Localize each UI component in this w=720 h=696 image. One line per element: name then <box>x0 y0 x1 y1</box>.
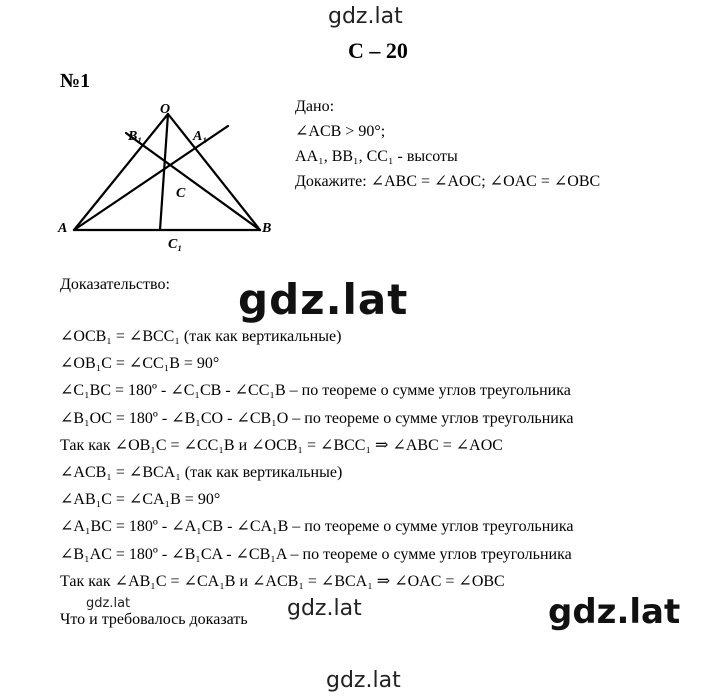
proof-line: ∠B₁AC = 180º - ∠B₁CA - ∠CB₁A – по теореме о сумме углов треугольника <box>60 545 572 563</box>
given-line: Дано: <box>295 98 335 115</box>
proof-block <box>60 323 573 595</box>
watermark-small: gdz.lat <box>86 596 131 611</box>
proof-conclusion: Что и требовалось доказать <box>60 611 248 628</box>
watermark-right: gdz.lat <box>548 592 681 632</box>
watermark-top: gdz.lat <box>328 4 403 29</box>
proof-line: ∠AB₁C = ∠CA₁B = 90° <box>60 491 221 509</box>
proof-line: ∠OCB₁ = ∠BCC₁ (так как вертикальные) <box>60 328 342 345</box>
line-ao <box>74 114 168 230</box>
label-b1: B₁ <box>128 129 143 144</box>
proof-heading: Доказательство: <box>60 276 170 293</box>
label-b: B <box>262 221 272 236</box>
label-c: C <box>176 186 186 201</box>
given-line: AA₁, BB₁, CC₁ - высоты <box>295 148 458 165</box>
triangle-figure <box>52 102 284 260</box>
given-line: ∠ACB > 90°; <box>295 123 386 140</box>
proof-line: ∠ACB₁ = ∠BCA₁ (так как вертикальные) <box>60 464 343 482</box>
page-title: С – 20 <box>348 38 408 63</box>
problem-number: №1 <box>60 70 91 92</box>
label-a: A <box>58 221 68 236</box>
watermark-bottom: gdz.lat <box>326 668 401 693</box>
watermark-big: gdz.lat <box>238 275 409 324</box>
label-o: O <box>160 102 171 117</box>
watermark-mid: gdz.lat <box>287 596 362 621</box>
given-block <box>295 94 600 194</box>
proof-line: Так как ∠AB₁C = ∠CA₁B и ∠ACB₁ = ∠BCA₁ ⇒ ∠OAC = ∠OBC <box>60 572 505 590</box>
proof-line: ∠A₁BC = 180º - ∠A₁CB - ∠CA₁B – по теореме о сумме углов треугольника <box>60 518 574 536</box>
label-a1: A₁ <box>193 129 208 144</box>
proof-line: ∠OB₁C = ∠CC₁B = 90° <box>60 355 220 373</box>
label-c1: C₁ <box>168 237 183 252</box>
proof-line: ∠B₁OC = 180º - ∠B₁CO - ∠CB₁O – по теореме о сумме углов треугольника <box>60 409 574 427</box>
given-line: Докажите: ∠ABC = ∠AOC; ∠OAC = ∠OBC <box>295 173 601 190</box>
proof-line: ∠C₁BC = 180º - ∠C₁CB - ∠CC₁B – по теореме о сумме углов треугольника <box>60 382 571 400</box>
proof-line: Так как ∠OB₁C = ∠CC₁B и ∠OCB₁ = ∠BCC₁ ⇒ ∠ABC = ∠AOC <box>60 436 503 454</box>
line-bo <box>168 114 260 230</box>
